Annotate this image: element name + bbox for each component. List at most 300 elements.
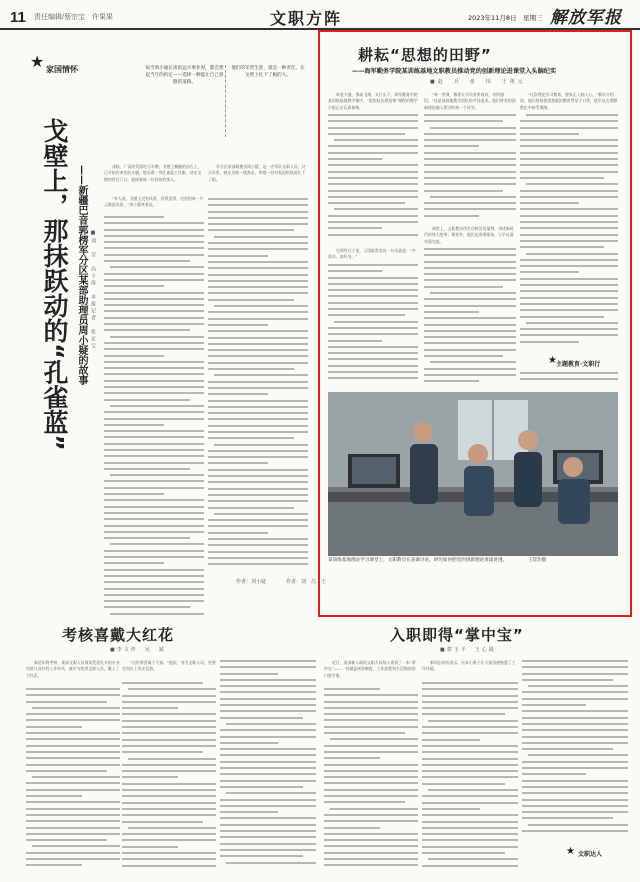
text-line [328, 270, 382, 272]
page-number: 11 [10, 9, 26, 26]
text-line [328, 289, 418, 291]
text-line [522, 780, 628, 782]
text-line [328, 183, 418, 185]
text-line [104, 323, 204, 325]
text-line [128, 827, 216, 829]
text-line [104, 254, 204, 256]
text-line [522, 742, 628, 744]
text-line [334, 139, 418, 141]
text-line [104, 600, 204, 602]
text-line [110, 336, 204, 338]
text-line [328, 221, 418, 223]
text-line [104, 247, 204, 249]
text-line [104, 588, 204, 590]
text-line [26, 808, 120, 810]
text-line [430, 361, 516, 363]
text-line [422, 707, 518, 709]
text-line [226, 723, 316, 725]
text-line [528, 685, 628, 687]
text-line [26, 745, 120, 747]
text-line [220, 830, 316, 832]
author-note: 作者：刘小疑 [236, 579, 267, 585]
text-line [424, 374, 516, 376]
bottom-right-paragraph: 新同志纷纷表示，这本小册子让大家迅速熟悉了工作环境。 [422, 660, 516, 672]
text-line [424, 215, 479, 217]
text-line [208, 204, 308, 206]
text-line [324, 820, 418, 822]
text-line [424, 120, 503, 122]
text-line [424, 114, 516, 116]
text-line [422, 695, 518, 697]
left-story-paragraph: 军分区某部助理员周小疑，是一名军队文职人员。这几年里，她在边防一线奔走，带着一份对家国的热爱扎下了根。 [208, 164, 306, 182]
text-line [324, 694, 418, 696]
text-line [424, 324, 516, 326]
text-line [208, 431, 308, 433]
text-line [104, 411, 204, 413]
text-line [522, 660, 628, 662]
text-line [122, 764, 216, 766]
text-line [208, 368, 294, 370]
text-line [220, 717, 303, 719]
text-line [104, 285, 164, 287]
text-line [104, 241, 204, 243]
text-line [32, 707, 120, 709]
text-line [226, 862, 316, 864]
text-line [424, 298, 516, 300]
text-line [104, 361, 204, 363]
text-line [522, 761, 628, 763]
text-line [208, 229, 294, 231]
text-line [520, 372, 618, 374]
text-line [324, 745, 418, 747]
text-line [324, 776, 418, 778]
text-line [104, 581, 204, 583]
text-line [122, 739, 216, 741]
text-line [104, 430, 204, 432]
featured-paragraph: “每一堂课，都要让学员有所收获，有所感悟。”这是该基地教学团队的共同追求。他们将党的创新理论融入教学的每一个环节。 [424, 92, 516, 110]
text-line [26, 764, 120, 766]
bottom-left-body-col-3 [220, 660, 316, 874]
featured-title: 耕耘“思想的田野” [358, 46, 492, 64]
text-line [324, 688, 380, 690]
text-line [26, 858, 120, 860]
text-line [526, 322, 618, 324]
text-line [424, 202, 516, 204]
text-line [214, 305, 308, 307]
text-line [26, 694, 120, 696]
featured-paragraph: 课堂上，文职教员用生动鲜活的案例，讲述新时代的伟大变革；课堂外，他们走进训练场，与学员面对面交流。 [424, 226, 514, 244]
text-line [122, 802, 216, 804]
text-line [220, 855, 303, 857]
text-line [324, 839, 418, 841]
text-line [328, 215, 418, 217]
text-line [122, 865, 216, 867]
star-icon: ★ [30, 52, 45, 71]
text-line [208, 475, 308, 477]
text-line [424, 311, 479, 313]
left-story-title: 戈壁上，那抹跃动的“孔雀蓝” [40, 118, 69, 451]
text-line [26, 801, 120, 803]
featured-subtitle: ——海军勤务学院某训练基地文职教员推动党的创新理论进课堂入头脑纪实 [352, 68, 557, 75]
text-line [520, 316, 604, 318]
left-story-subtitle: ——新疆巴音郭楞军分区某部助理员周小疑的故事 [76, 165, 87, 385]
text-line [422, 814, 518, 816]
text-line [324, 814, 418, 816]
text-line [520, 127, 618, 129]
text-line [522, 799, 628, 801]
text-line [522, 767, 628, 769]
text-line [104, 273, 204, 275]
text-line [220, 710, 316, 712]
text-line [26, 726, 82, 728]
text-line [208, 437, 294, 439]
text-line [208, 532, 268, 534]
classroom-photo-illustration [328, 392, 618, 556]
text-line [104, 537, 190, 539]
topic-tag: 主题教育·文职行 [556, 361, 601, 368]
text-line [424, 183, 516, 185]
text-line [220, 805, 316, 807]
text-line [208, 400, 308, 402]
masthead-logo: 解放军报 [550, 8, 622, 28]
text-line [528, 824, 628, 826]
text-line [522, 773, 586, 775]
text-line [104, 455, 204, 457]
text-line [428, 858, 518, 860]
text-line [422, 783, 505, 785]
text-line [122, 745, 216, 747]
text-line [122, 814, 216, 816]
text-line [104, 512, 204, 514]
left-story-paragraph: “有人说，戈壁上没有风景。但我觉得，这里的每一片云都是风景。”周小疑笑着说。 [104, 196, 204, 208]
text-line [220, 748, 316, 750]
text-line [208, 311, 308, 313]
text-line [520, 133, 579, 135]
text-line [26, 701, 107, 703]
text-line [328, 277, 418, 279]
text-line [104, 399, 190, 401]
text-line [424, 349, 516, 351]
text-line [208, 324, 268, 326]
text-line [520, 278, 618, 280]
text-line [208, 349, 308, 351]
text-line [522, 691, 628, 693]
text-line [104, 260, 190, 262]
text-line [26, 688, 120, 690]
text-line [26, 757, 120, 759]
text-line [104, 480, 204, 482]
text-line [430, 127, 516, 129]
featured-photo [328, 392, 618, 556]
text-line [220, 817, 316, 819]
text-line [424, 208, 516, 210]
text-line [122, 732, 216, 734]
text-line [424, 190, 503, 192]
text-line [214, 444, 308, 446]
text-line [520, 208, 618, 210]
text-line [110, 405, 204, 407]
text-line [330, 738, 418, 740]
text-line [522, 698, 628, 700]
text-line [208, 488, 308, 490]
text-line [122, 789, 216, 791]
text-line [208, 343, 308, 345]
text-line [26, 713, 120, 715]
text-line [334, 321, 418, 323]
text-line [324, 852, 418, 854]
text-line [104, 229, 204, 231]
text-line [110, 613, 204, 615]
text-line [424, 317, 516, 319]
text-line [208, 418, 308, 420]
text-line [424, 305, 516, 307]
editors: 责任编辑/蔡宗宝 许果果 [34, 14, 113, 21]
text-line [104, 329, 190, 331]
text-line [520, 164, 618, 166]
text-line [424, 133, 516, 135]
text-line [26, 814, 120, 816]
text-line [104, 468, 190, 470]
text-line [26, 751, 120, 753]
text-line [522, 811, 628, 813]
text-line [424, 177, 516, 179]
text-line [208, 519, 308, 521]
text-line [422, 795, 518, 797]
text-line [220, 773, 316, 775]
text-line [104, 550, 204, 552]
left-story-body-col-1 [104, 216, 204, 620]
text-line [208, 450, 308, 452]
featured-body-col-2 [424, 114, 516, 222]
text-line [328, 158, 382, 160]
text-line [220, 849, 316, 851]
text-line [104, 487, 204, 489]
text-line [328, 190, 418, 192]
text-line [220, 836, 316, 838]
text-line [522, 817, 613, 819]
text-line [32, 845, 120, 847]
text-line [26, 820, 120, 822]
text-line [208, 500, 308, 502]
text-line [208, 299, 294, 301]
text-line [122, 695, 216, 697]
text-line [520, 303, 618, 305]
text-line [122, 770, 216, 772]
text-line [104, 310, 204, 312]
text-line [522, 786, 628, 788]
text-line [522, 673, 628, 675]
text-line [328, 333, 418, 335]
text-line [324, 757, 380, 759]
text-line [526, 253, 618, 255]
text-line [522, 830, 628, 832]
bottom-left-byline: ■李文祥 吴 斌 [110, 647, 166, 653]
text-line [328, 152, 418, 154]
text-line [122, 726, 216, 728]
text-line [424, 380, 479, 382]
text-line [520, 221, 618, 223]
text-line [26, 833, 120, 835]
text-line [328, 177, 418, 179]
text-line [104, 348, 204, 350]
text-line [122, 701, 216, 703]
text-line [104, 392, 204, 394]
text-line [324, 833, 418, 835]
text-line [208, 469, 308, 471]
text-line [208, 198, 308, 200]
text-line [328, 358, 418, 360]
text-line [328, 365, 418, 367]
text-line [520, 177, 604, 179]
text-line [104, 418, 204, 420]
text-line [122, 808, 216, 810]
text-line [26, 738, 120, 740]
text-line [328, 145, 418, 147]
text-line [208, 525, 308, 527]
text-line [104, 499, 204, 501]
text-line [104, 380, 204, 382]
text-line [128, 758, 216, 760]
text-line [104, 518, 204, 520]
bottom-left-title: 考核喜戴大红花 [62, 626, 175, 644]
text-line [208, 242, 308, 244]
text-line [520, 171, 618, 173]
text-line [208, 393, 268, 395]
text-line [220, 691, 316, 693]
text-line [422, 770, 518, 772]
featured-paragraph: “这次理论学习教育，要真正入脑入心。”教员介绍说，他们坚持把思想政治教育贯穿于日常，使学员在潜移默化中接受熏陶。 [520, 92, 618, 110]
text-line [220, 742, 278, 744]
text-line [110, 266, 204, 268]
text-line [104, 556, 204, 558]
text-line [520, 215, 618, 217]
text-line [424, 267, 516, 269]
text-line [208, 274, 308, 276]
text-line [208, 412, 308, 414]
text-line [104, 342, 204, 344]
text-line [104, 367, 204, 369]
text-line [334, 208, 418, 210]
text-line [324, 707, 418, 709]
section-tag: 文职达人 [578, 851, 603, 858]
text-line [522, 679, 613, 681]
text-line [422, 688, 518, 690]
text-line [104, 317, 204, 319]
bottom-left-body-col-1 [26, 688, 120, 874]
text-line [104, 493, 164, 495]
text-line [328, 308, 418, 310]
text-line [208, 267, 308, 269]
featured-body-col-1b [328, 264, 418, 388]
text-line [220, 780, 316, 782]
text-line [122, 776, 178, 778]
text-line [424, 342, 516, 344]
text-line [520, 290, 618, 292]
text-line [422, 726, 518, 728]
left-story-paragraph: 深秋，广袤的荒原吐尽丰腴，戈壁上蜿蜒的沙石上，已开始有来往的车辆。她穿着一身孔雀蓝工作服，站在戈壁的营区门口，迎接着每一位到访的客人。 [104, 164, 202, 182]
text-line [220, 811, 278, 813]
text-line [328, 314, 405, 316]
column-label: 家国情怀 [46, 65, 78, 74]
text-line [520, 259, 618, 261]
text-line [220, 698, 316, 700]
text-line [208, 456, 308, 458]
text-line [104, 449, 204, 451]
text-line [26, 795, 82, 797]
text-line [424, 254, 516, 256]
text-line [104, 443, 204, 445]
text-line [520, 265, 618, 267]
text-line [328, 164, 418, 166]
text-line [104, 279, 204, 281]
text-line [208, 551, 308, 553]
text-line [104, 531, 204, 533]
author-note: 作者：刘 昌 王 [286, 579, 327, 585]
text-line [220, 704, 316, 706]
bottom-right-paragraph: 近日，某部新入职的文职人员每人拿到了一本“掌中宝”——一份涵盖规章制度、工作流程和生活指南的口袋手册。 [324, 660, 416, 678]
text-line [520, 120, 618, 122]
text-line [104, 569, 204, 571]
text-line [430, 196, 516, 198]
text-line [324, 764, 418, 766]
bottom-right-byline: ■郭玉平 王心霞 [440, 647, 496, 653]
text-line [328, 371, 418, 373]
text-line [220, 673, 278, 675]
text-line [520, 334, 618, 336]
text-line [324, 701, 418, 703]
text-line [208, 330, 308, 332]
text-line [324, 726, 418, 728]
text-line [422, 833, 518, 835]
text-line [26, 732, 120, 734]
text-line [220, 799, 316, 801]
text-line [324, 795, 418, 797]
text-line [522, 723, 628, 725]
text-line [208, 557, 308, 559]
text-line [424, 248, 516, 250]
text-line [220, 685, 316, 687]
text-line [424, 139, 516, 141]
text-line [122, 707, 178, 709]
bottom-right-body-col-1 [324, 688, 418, 874]
text-line [226, 792, 316, 794]
text-line [214, 513, 308, 515]
text-line [26, 864, 82, 866]
text-line [122, 858, 216, 860]
text-line [324, 789, 418, 791]
star-icon: ★ [566, 846, 575, 857]
text-line [522, 748, 613, 750]
text-line [208, 544, 308, 546]
text-line [422, 764, 518, 766]
text-line [328, 114, 418, 116]
editor-note-2: 他们的军营生涯，就是一种责任。在戈壁上扎下了根的人。 [231, 66, 305, 79]
text-line [522, 704, 586, 706]
text-line [122, 852, 216, 854]
text-line [104, 373, 204, 375]
text-line [520, 246, 604, 248]
star-icon: ★ [548, 355, 557, 366]
text-line [110, 543, 204, 545]
text-line [328, 283, 418, 285]
issue-date: 2023年11月8日 星期三 [468, 14, 543, 22]
text-line [422, 682, 518, 684]
text-line [520, 240, 618, 242]
text-line [422, 846, 518, 848]
text-line [520, 145, 618, 147]
text-line [104, 298, 204, 300]
text-line [520, 284, 618, 286]
